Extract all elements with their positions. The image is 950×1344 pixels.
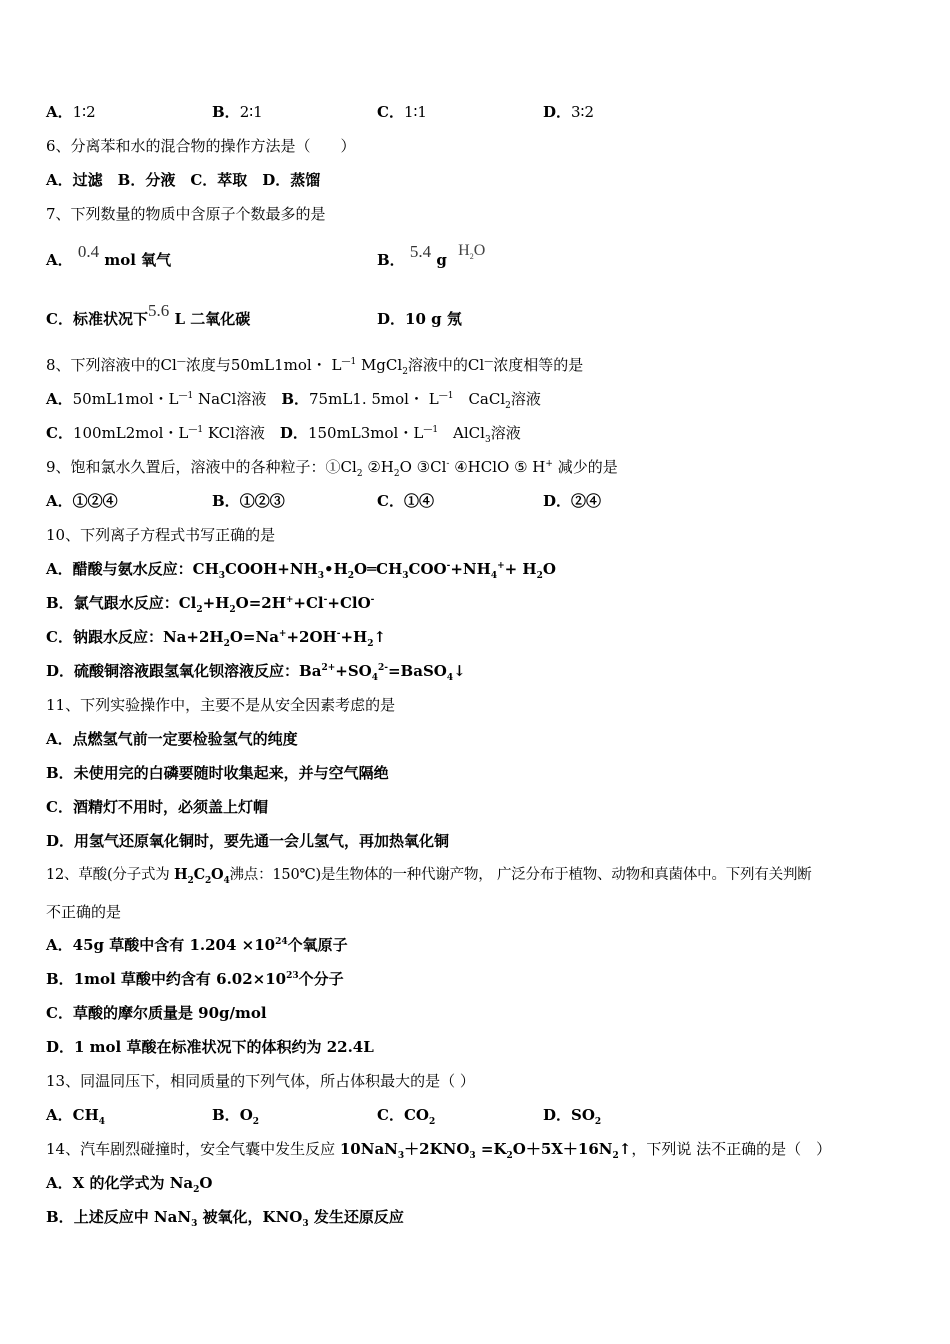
q10-option-c: C．钠跟水反应：$Na+2H_2O=Na^++2OH^-+H_2↑$ [46, 628, 387, 649]
q13-stem: 13、同温同压下，相同质量的下列气体，所占体积最大的是（ ） [46, 1072, 475, 1090]
q7-b-number: 5.4 [409, 242, 432, 261]
q14-stem: 14、汽车剧烈碰撞时，安全气囊中发生反应 $10NaN_3+2KNO_3$ $=K_2O+5X+16N_2↑$，下列说 法不正确的是（ ） [46, 1140, 832, 1161]
q10-option-a: A．醋酸与氨水反应：$CH_3COOH+NH_3•H_2O═CH_3COO^-+NH_4^++ H_2O$ [46, 560, 556, 581]
q13-option-b: B．$O_2$ [212, 1106, 260, 1127]
q11-option-a: A．点燃氢气前一定要检验氢气的纯度 [46, 730, 298, 748]
q7-option-c: C．标准状况下5.6 L 二氧化碳 [46, 301, 251, 328]
q13-option-c: C．$CO_2$ [377, 1106, 436, 1127]
q8-options-ab: A．50mL1mol・$L^{—1}$ NaCl溶液 B．75mL1. 5mol・ $L^{—1}$ CaCl$_2$溶液 [46, 390, 541, 411]
q11-stem: 11、下列实验操作中，主要不是从安全因素考虑的是 [46, 696, 396, 714]
q7-b-formula: $H_2O$ [458, 242, 486, 262]
q5-option-a: A．1∶2 [46, 103, 96, 121]
q11-option-d: D．用氢气还原氧化铜时，要先通一会儿氢气，再加热氧化铜 [46, 832, 450, 850]
q13-option-d: D．$SO_2$ [543, 1106, 602, 1127]
q8-stem: 8、下列溶液中的Cl—浓度与50mL1mol・ $L^{—1}$ MgCl$_2$溶液中的Cl—浓度相等的是 [46, 356, 584, 377]
q10-stem: 10、下列离子方程式书写正确的是 [46, 526, 276, 544]
q14-option-b: B．上述反应中 NaN$_3$ 被氧化，$KNO_3$ 发生还原反应 [46, 1208, 404, 1229]
q12-stem-line2: 不正确的是 [46, 903, 122, 921]
q9-stem: 9、饱和氯水久置后，溶液中的各种粒子：$①Cl_2$ $②H_2O$ ③Cl- ④HClO ⑤ H+ 减少的是 [46, 458, 618, 479]
q7-option-d: D．10 g 氖 [377, 310, 462, 328]
q13-option-a: A．$CH_4$ [46, 1106, 106, 1127]
q12-option-a: A．45g 草酸中含有 $1.204 \times 10^{24}$个氧原子 [46, 936, 348, 954]
q9-option-b: B．①②③ [212, 492, 285, 510]
q11-option-c: C．酒精灯不用时，必须盖上灯帽 [46, 798, 268, 816]
q12-option-b: B．1mol 草酸中约含有 $6.02\times 10^{23}$个分子 [46, 970, 344, 988]
q9-option-a: A．①②④ [46, 492, 118, 510]
q10-option-d: D．硫酸铜溶液跟氢氧化钡溶液反应：$Ba^{2+}+SO_4^{2-}=BaSO_4↓$ [46, 662, 466, 683]
q11-option-b: B．未使用完的白磷要随时收集起来，并与空气隔绝 [46, 764, 389, 782]
q8-options-cd: C．100mL2mol・$L^{—1}$ KCl溶液 D．150mL3mol・$L^{—1}$ AlCl$_3$溶液 [46, 424, 521, 445]
q7-option-b: B． 5.4 g $H_2O$ [377, 242, 486, 269]
q10-option-b: B．氯气跟水反应：$Cl_2+H_2O=2H^++Cl^-+ClO^-$ [46, 594, 375, 615]
q9-option-c: C．①④ [377, 492, 434, 510]
q5-option-b: B．2∶1 [212, 103, 263, 121]
q7-stem: 7、下列数量的物质中含原子个数最多的是 [46, 205, 326, 223]
q12-option-c: C．草酸的摩尔质量是 90g/mol [46, 1004, 267, 1022]
q6-options: A．过滤 B．分液 C．萃取 D．蒸馏 [46, 171, 321, 189]
q12-option-d: D．1 mol 草酸在标准状况下的体积约为 22.4L [46, 1038, 374, 1056]
q5-option-d: D．3∶2 [543, 103, 595, 121]
q9-option-d: D．②④ [543, 492, 602, 510]
q7-c-number: 5.6 [147, 301, 170, 320]
q6-stem: 6、分离苯和水的混合物的操作方法是（ ） [46, 137, 356, 155]
q12-stem: 12、草酸(分子式为 $H_2C_2O_4$沸点：150℃)是生物体的一种代谢产物， 广泛分布于植物、动物和真菌体中。下列有关判断 [46, 866, 812, 886]
q7-a-number: 0.4 [77, 242, 100, 261]
q5-option-c: C．1∶1 [377, 103, 427, 121]
q14-option-a: A．X 的化学式为 $Na_2O$ [46, 1174, 213, 1195]
q7-option-a: A． 0.4 mol 氧气 [46, 242, 172, 269]
